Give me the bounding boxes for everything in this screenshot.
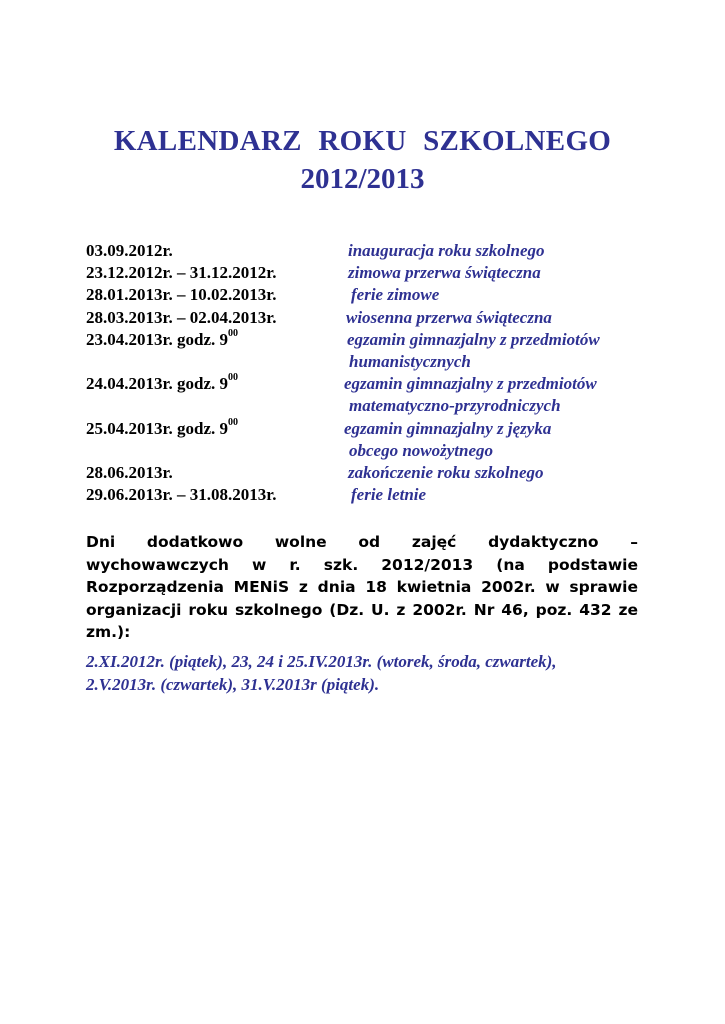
calendar-event-continuation: matematyczno-przyrodniczych (349, 396, 561, 416)
calendar-row (86, 462, 646, 484)
calendar-date-text: 23.04.2013r. godz. 9 (86, 329, 228, 349)
calendar-date (86, 329, 238, 351)
paragraph-line: Rozporządzenia MENiS z dnia 18 kwietnia 2002r. w sprawie (86, 578, 638, 596)
calendar-row (86, 395, 646, 417)
calendar-row (86, 307, 646, 329)
calendar-date: 29.06.2013r. – 31.08.2013r. (86, 485, 277, 505)
calendar-date: 28.03.2013r. – 02.04.2013r. (86, 307, 277, 327)
calendar-row (86, 418, 646, 440)
paragraph-line: Dni dodatkowo wolne od zajęć dydaktyczno – (86, 533, 638, 551)
calendar-row (86, 373, 646, 395)
calendar-time-superscript: 00 (228, 372, 238, 384)
school-calendar-list (86, 240, 646, 506)
calendar-date-text: 24.04.2013r. godz. 9 (86, 374, 228, 394)
calendar-event-continuation: humanistycznych (349, 351, 471, 371)
calendar-date (86, 373, 238, 395)
additional-days-off-paragraph (86, 531, 638, 644)
calendar-row (86, 262, 646, 284)
calendar-event: zakończenie roku szkolnego (348, 462, 544, 482)
calendar-date: 28.06.2013r. (86, 462, 173, 482)
paragraph-line: zm.): (86, 623, 131, 641)
calendar-row (86, 484, 646, 506)
title-line-2: 2012/2013 (300, 163, 425, 195)
calendar-row (86, 351, 646, 373)
calendar-event: zimowa przerwa świąteczna (348, 263, 541, 283)
calendar-date: 03.09.2012r. (86, 241, 173, 260)
calendar-row (86, 440, 646, 462)
title-line-1: KALENDARZ ROKU SZKOLNEGO (113, 125, 612, 157)
calendar-time-superscript: 00 (228, 328, 238, 340)
calendar-row (86, 329, 646, 351)
calendar-event-continuation: obcego nowożytnego (349, 440, 494, 460)
days-off-line: 2.V.2013r. (czwartek), 31.V.2013r (piątek). (86, 675, 380, 694)
calendar-row (86, 240, 646, 262)
calendar-row (86, 284, 646, 306)
calendar-event: egzamin gimnazjalny z przedmiotów (347, 329, 600, 349)
paragraph-line: wychowawczych w r. szk. 2012/2013 (na podstawie (86, 555, 638, 574)
days-off-list (86, 650, 646, 696)
days-off-line: 2.XI.2012r. (piątek), 23, 24 i 25.IV.2013r. (wtorek, środa, czwartek), (86, 652, 557, 671)
calendar-event: egzamin gimnazjalny z języka (344, 418, 552, 438)
calendar-event: ferie zimowe (351, 285, 440, 305)
paragraph-line: organizacji roku szkolnego (Dz. U. z 2002r. Nr 46, poz. 432 ze (86, 600, 638, 619)
calendar-event: inauguracja roku szkolnego (348, 241, 545, 260)
calendar-event: wiosenna przerwa świąteczna (346, 307, 552, 327)
calendar-date-text: 25.04.2013r. godz. 9 (86, 418, 228, 438)
calendar-date (86, 418, 238, 440)
calendar-date: 28.01.2013r. – 10.02.2013r. (86, 285, 277, 305)
calendar-event: ferie letnie (351, 485, 427, 505)
document-title (0, 122, 725, 198)
calendar-date: 23.12.2012r. – 31.12.2012r. (86, 263, 277, 283)
calendar-time-superscript: 00 (228, 416, 238, 428)
calendar-event: egzamin gimnazjalny z przedmiotów (344, 374, 597, 394)
